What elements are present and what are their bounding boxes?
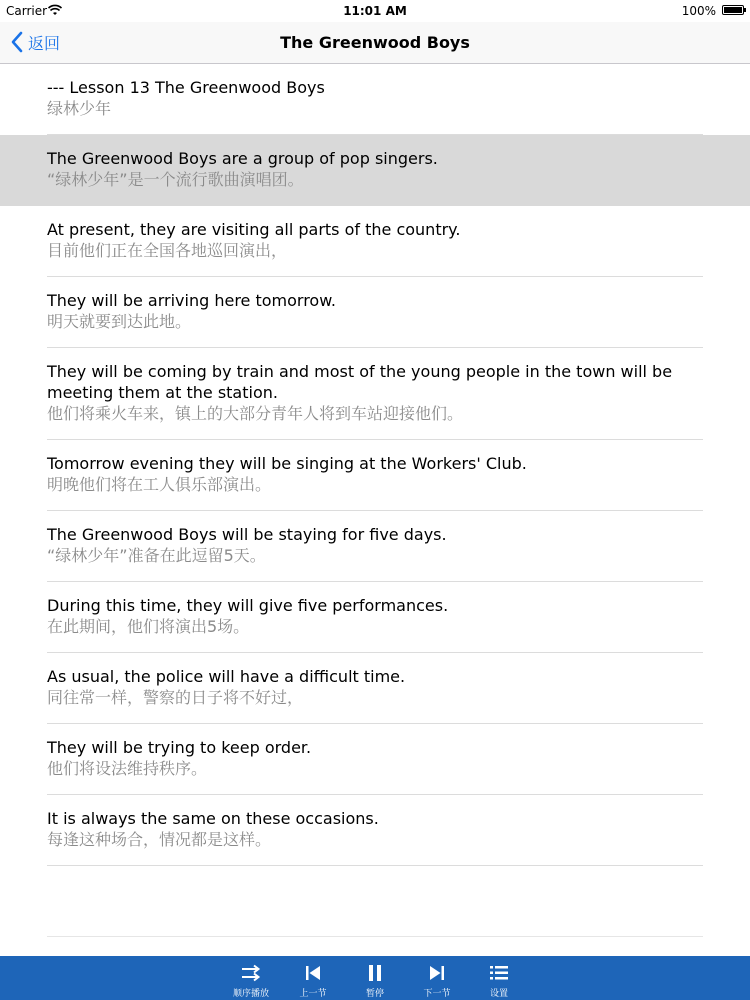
pause-label: 暂停	[365, 989, 384, 999]
sentence-chinese: 目前他们正在全国各地巡回演出，	[47, 241, 288, 260]
sentence-chinese: 绿林少年	[47, 99, 112, 118]
pause-icon	[364, 963, 386, 983]
settings-label: 设置	[489, 989, 508, 999]
previous-label: 上一节	[299, 989, 327, 999]
list-bottom-divider	[47, 936, 703, 937]
sentence-chinese: “绿林少年”是一个流行歌曲演唱团。	[47, 170, 304, 189]
sentence-english: --- Lesson 13 The Greenwood Boys	[47, 78, 325, 97]
repeat-order-icon	[240, 963, 262, 983]
sentence-row[interactable]	[0, 440, 750, 511]
battery-percent: 100%	[681, 4, 716, 18]
skip-forward-icon	[426, 963, 448, 983]
battery-icon	[722, 5, 744, 15]
sentence-row[interactable]	[0, 582, 750, 653]
sentence-chinese: 他们将乘火车来，镇上的大部分青年人将到车站迎接他们。	[47, 404, 464, 423]
sentence-row[interactable]	[0, 277, 750, 348]
previous-button[interactable]	[282, 956, 344, 1000]
sentence-row[interactable]	[0, 653, 750, 724]
navigation-bar	[0, 22, 750, 64]
sentence-english: They will be coming by train and most of the young people in the town will be meeting them at the station.	[47, 362, 673, 402]
clock: 11:01 AM	[343, 4, 407, 18]
sentence-chinese: 明晚他们将在工人俱乐部演出。	[47, 475, 272, 494]
sentence-english: At present, they are visiting all parts of the country.	[47, 220, 461, 239]
sentence-english: As usual, the police will have a difficult time.	[47, 667, 406, 686]
carrier-label: Carrier	[6, 4, 48, 18]
sentence-english: Tomorrow evening they will be singing at the Workers' Club.	[47, 454, 527, 473]
settings-button[interactable]	[468, 956, 530, 1000]
sentence-chinese: 在此期间，他们将演出5场。	[47, 617, 250, 636]
sentence-row[interactable]	[0, 348, 750, 440]
sentence-chinese: 同往常一样，警察的日子将不好过，	[47, 688, 304, 707]
sentence-row[interactable]	[0, 795, 750, 866]
sentence-row[interactable]	[0, 724, 750, 795]
pause-button[interactable]	[344, 956, 406, 1000]
sentence-english: They will be trying to keep order.	[47, 738, 312, 757]
sentence-english: During this time, they will give five performances.	[47, 596, 449, 615]
sentence-english: They will be arriving here tomorrow.	[47, 291, 336, 310]
next-label: 下一节	[423, 989, 451, 999]
order-play-label: 顺序播放	[232, 989, 269, 999]
sentence-english: It is always the same on these occasions.	[47, 809, 379, 828]
next-button[interactable]	[406, 956, 468, 1000]
status-bar	[0, 0, 750, 22]
sentence-row[interactable]	[0, 206, 750, 277]
sentence-row[interactable]	[0, 511, 750, 582]
skip-back-icon	[302, 963, 324, 983]
sentence-english: The Greenwood Boys will be staying for five days.	[47, 525, 447, 544]
sentence-chinese: 他们将设法维持秩序。	[47, 759, 208, 778]
sentence-chinese: 每逢这种场合，情况都是这样。	[47, 830, 272, 849]
sentence-list	[0, 64, 750, 866]
playback-toolbar	[0, 956, 750, 1000]
list-menu-icon	[488, 963, 510, 983]
sentence-chinese: 明天就要到达此地。	[47, 312, 192, 331]
back-label: 返回	[28, 33, 61, 53]
sentence-chinese: “绿林少年”准备在此逗留5天。	[47, 546, 266, 565]
page-title: The Greenwood Boys	[280, 33, 470, 52]
order-play-button[interactable]	[220, 956, 282, 1000]
sentence-row-selected[interactable]	[0, 135, 750, 206]
sentence-english: The Greenwood Boys are a group of pop singers.	[47, 149, 438, 168]
sentence-row-title[interactable]	[0, 64, 750, 135]
